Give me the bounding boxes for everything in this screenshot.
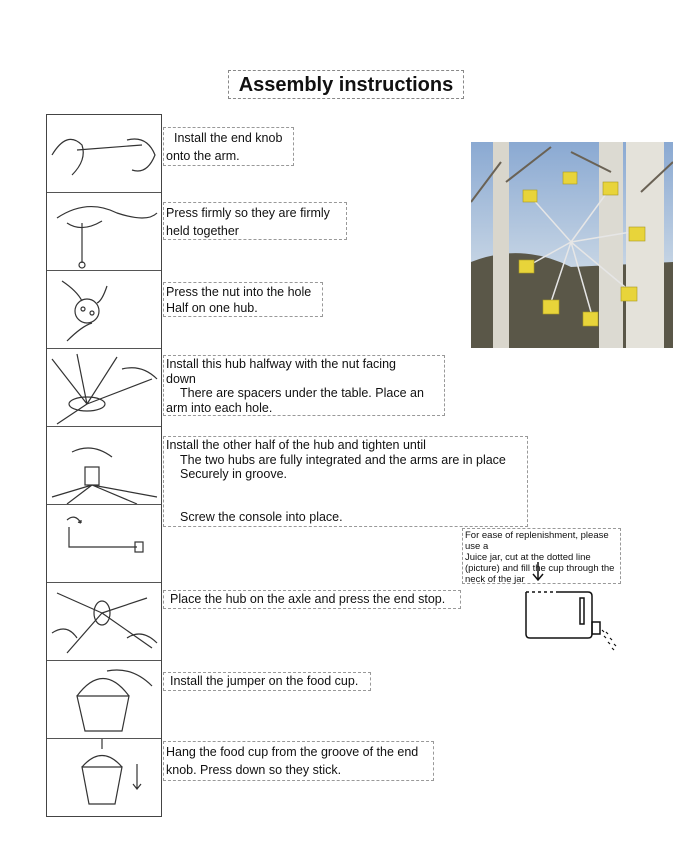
text-line: For ease of replenishment, please: [465, 530, 609, 541]
text-line: (picture) and fill the cup through the: [465, 563, 615, 574]
illustration-screw-console: [47, 505, 161, 583]
text-line: neck of the jar: [465, 574, 525, 585]
text-line: Juice jar, cut at the dotted line: [465, 552, 591, 563]
step-3-text: [163, 282, 323, 317]
step-5-text: [163, 436, 528, 527]
text-line: Install the other half of the hub and tighten until: [166, 438, 426, 452]
text-line: Half on one hub.: [166, 301, 258, 315]
illustration-jumper-on-cup: [47, 661, 161, 739]
illustration-other-half-hub: [47, 427, 161, 505]
text-line: There are spacers under the table. Place an: [180, 386, 424, 400]
text-line: held together: [166, 224, 239, 238]
text-line: Hang the food cup from the groove of the end: [166, 745, 419, 759]
text-line: onto the arm.: [166, 149, 240, 163]
illustration-hang-cup: [47, 739, 161, 817]
illustration-nut-into-hole: [47, 271, 161, 349]
text-line: Screw the console into place.: [180, 509, 343, 524]
text-line: Press firmly so they are firmly: [166, 206, 330, 220]
text-line: use a: [465, 541, 489, 552]
text-line: arm into each hole.: [166, 400, 273, 415]
illustration-press-firmly: [47, 193, 161, 271]
text-line: Install the end knob: [174, 131, 283, 145]
step-6-text: [163, 590, 461, 609]
text-line: Install the jumper on the food cup.: [170, 674, 359, 688]
text-line: Press the nut into the hole: [166, 285, 312, 299]
text-line: Securely in groove.: [180, 467, 288, 481]
step-1-text: [163, 127, 294, 166]
illustration-hub-halfway: [47, 349, 161, 427]
text-line: knob. Press down so they stick.: [166, 763, 342, 777]
illustration-hub-on-axle: [47, 583, 161, 661]
step-7-text: [163, 672, 371, 691]
text-line: Install this hub halfway with the nut facing: [166, 357, 396, 371]
illustration-knob-on-arm: [47, 115, 161, 193]
text-line: The two hubs are fully integrated and the arms are in place: [180, 452, 506, 467]
step-8-text: [163, 741, 434, 781]
text-line: down: [166, 371, 196, 386]
illustration-strip: [46, 114, 162, 817]
juice-jar-drawing: [518, 560, 628, 655]
step-4-text: [163, 355, 445, 416]
bird-feeder-photo: [471, 142, 673, 348]
step-2-text: [163, 202, 347, 240]
text-line: Place the hub on the axle and press the end stop.: [170, 592, 446, 606]
page-title: Assembly instructions: [228, 70, 464, 99]
